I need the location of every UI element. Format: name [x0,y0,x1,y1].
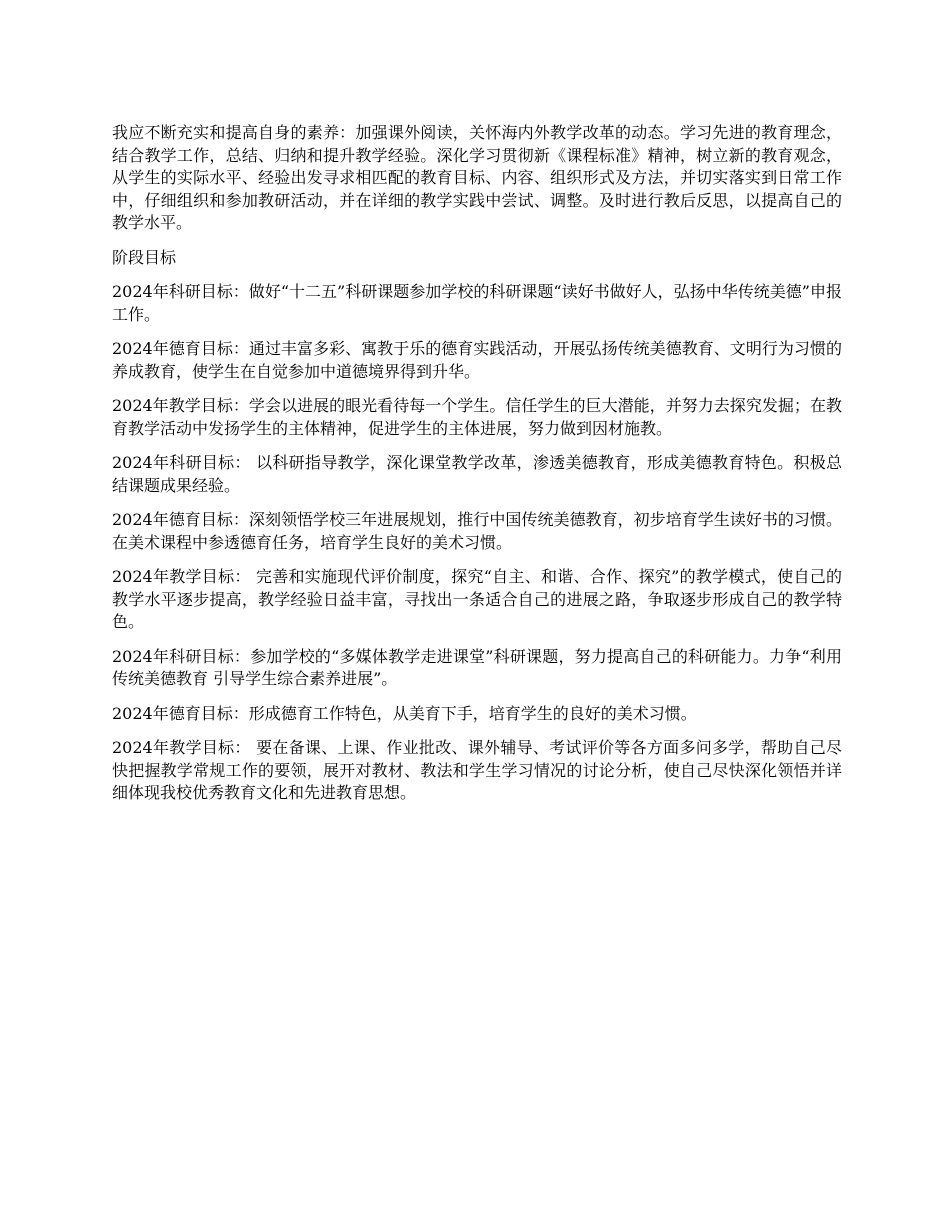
goal-paragraph: 2024年教学目标： 完善和实施现代评价制度，探究“自主、和谐、合作、探究”的教学模式，使自己的教学水平逐步提高，教学经验日益丰富，寻找出一条适合自己的进展之路，争取逐步形成自己的教学特色。 [112,567,842,631]
goal-paragraph: 2024年教学目标： 要在备课、上课、作业批改、课外辅导、考试评价等各方面多问多学，帮助自己尽快把握教学常规工作的要领，展开对教材、教法和学生学习情况的讨论分析，使自己尽快深化领悟并详细体现我校优秀教育文化和先进教育思想。 [112,738,842,802]
goal-paragraph: 2024年科研目标：参加学校的“多媒体教学走进课堂”科研课题，努力提高自己的科研能力。力争“利用传统美德教育 引导学生综合素养进展”。 [112,646,842,688]
intro-paragraph: 我应不断充实和提高自身的素养：加强课外阅读，关怀海内外教学改革的动态。学习先进的教育理念，结合教学工作，总结、归纳和提升教学经验。深化学习贯彻新《课程标准》精神，树立新的教育观念，从学生的实际水平、经验出发寻求相匹配的教育目标、内容、组织形式及方法，并切实落实到日常工作中，仔细组织和参加教研活动，并在详细的教学实践中尝试、调整。及时进行教后反思，以提高自己的教学水平。 [112,123,842,232]
document-body [112,122,842,817]
goal-paragraph: 2024年科研目标： 以科研指导教学，深化课堂教学改革，渗透美德教育，形成美德教育特色。积极总结课题成果经验。 [112,453,842,495]
goal-paragraph: 2024年德育目标：深刻领悟学校三年进展规划，推行中国传统美德教育，初步培育学生读好书的习惯。在美术课程中参透德育任务，培育学生良好的美术习惯。 [112,510,842,552]
goal-paragraph: 2024年科研目标：做好“十二五”科研课题参加学校的科研课题“读好书做好人，弘扬中华传统美德”申报工作。 [112,282,842,324]
goal-paragraph: 2024年德育目标：通过丰富多彩、寓教于乐的德育实践活动，开展弘扬传统美德教育、文明行为习惯的养成教育，使学生在自觉参加中道德境界得到升华。 [112,339,842,381]
goal-paragraph: 2024年德育目标：形成德育工作特色，从美育下手，培育学生的良好的美术习惯。 [112,703,697,723]
section-heading: 阶段目标 [112,247,177,267]
goal-paragraph: 2024年教学目标：学会以进展的眼光看待每一个学生。信任学生的巨大潜能，并努力去探究发掘；在教育教学活动中发扬学生的主体精神，促进学生的主体进展，努力做到因材施教。 [112,396,842,438]
